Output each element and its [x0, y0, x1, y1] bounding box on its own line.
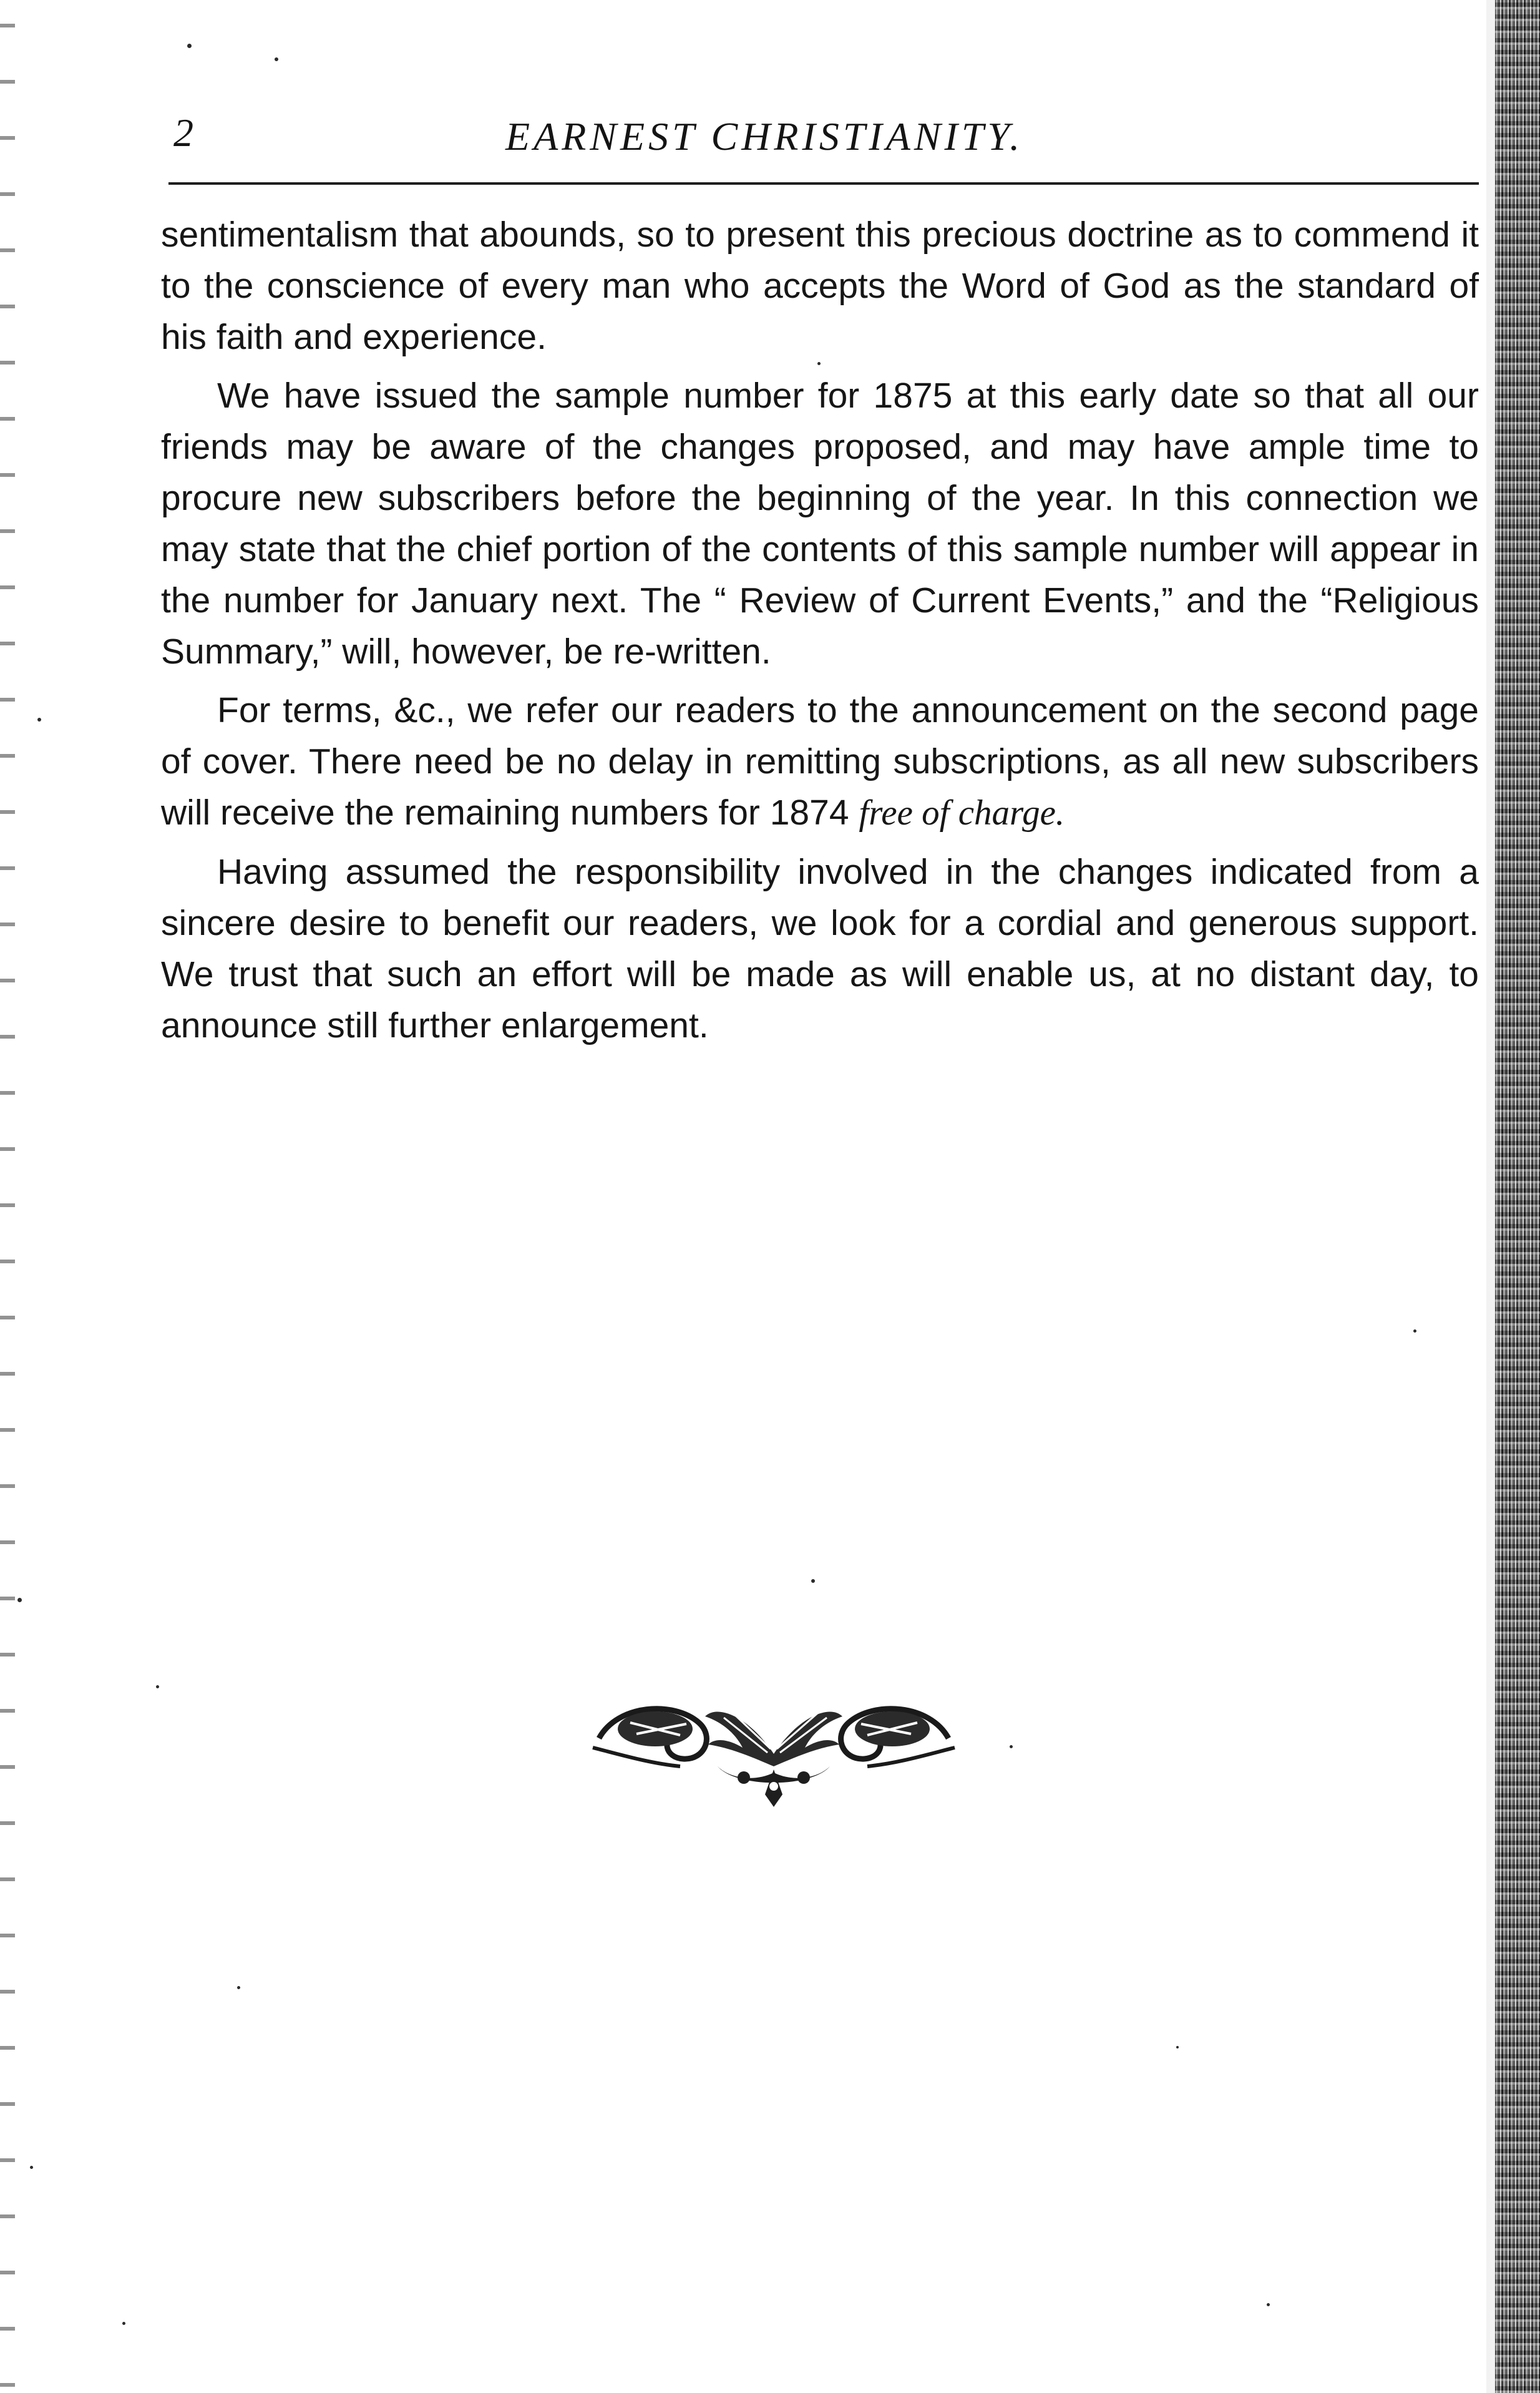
print-speck: [817, 362, 821, 365]
paragraph-support: Having assumed the responsibility involved in the changes indicated from a sincere desire to benefit our readers, we look for a cordial and generous support. We trust that such an effort will be made as will enable us, at no distant day, to announce still further enlargement.: [161, 852, 1479, 1045]
paragraph-continuation: sentimentalism that abounds, so to present this precious doctrine as to commend it to the conscience of every man who accepts the Word of God as the standard of his faith and experience.: [161, 215, 1479, 357]
page-edge-shadow: [1486, 0, 1540, 2393]
print-speck: [1010, 1745, 1013, 1748]
print-speck: [811, 1579, 815, 1583]
paragraph-sample-number: We have issued the sample number for 1875 at this early date so that all our friends may be aware of the changes proposed, and may have ample time to procure new subscribers before the beginning of the year. In this connection we may state that the chief portion of the contents of this sample number will appear in the number for January next. The “ Review of Current Events,” and the “Religious Summary,” will, however, be re-written.: [161, 376, 1479, 672]
print-speck: [156, 1685, 159, 1688]
print-speck: [30, 2166, 33, 2169]
running-title: EARNEST CHRISTIANITY.: [505, 114, 1024, 159]
print-speck: [1176, 2046, 1179, 2048]
print-speck: [122, 2322, 125, 2325]
print-speck: [187, 44, 192, 48]
running-head: [168, 106, 1479, 175]
page-number: 2: [173, 110, 193, 155]
print-speck: [237, 1986, 240, 1989]
body-text: [161, 209, 1479, 1059]
print-speck: [1267, 2303, 1270, 2306]
winged-ornament-icon: [580, 1679, 967, 1810]
print-speck: [1413, 1329, 1416, 1333]
print-speck: [37, 718, 41, 722]
print-speck: [275, 57, 278, 61]
print-speck: [17, 1598, 22, 1602]
paragraph-terms-text: For terms, &c., we refer our readers to the announcement on the second page of cover. There need be no delay in remitting subscriptions, as all new subscribers will receive the remaining numbers for 1874: [161, 690, 1479, 833]
binding-edge: [0, 0, 15, 2393]
paragraph-terms: [161, 685, 1479, 839]
header-rule: [168, 182, 1479, 185]
free-of-charge-text: free of charge.: [859, 793, 1065, 833]
